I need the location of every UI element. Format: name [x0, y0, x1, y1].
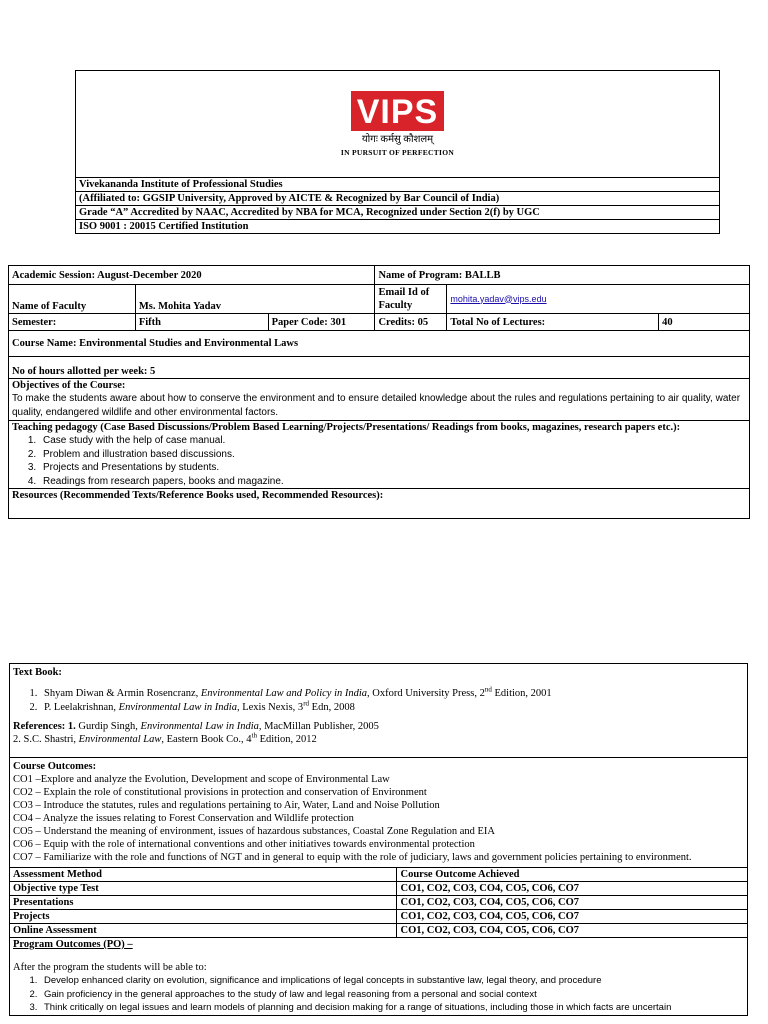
- vips-logo: [79, 89, 716, 159]
- list-item: 2. Gain proficiency in the general approaches to the study of law and legal reasoning from a personal and social context: [40, 988, 744, 1002]
- course-outcome: CO5 – Understand the meaning of environment, issues of hazardous substances, Coastal Zone Regulation and EIA: [13, 826, 496, 837]
- objectives-cell: [9, 379, 750, 421]
- textbook-outcomes-table: [9, 663, 748, 1016]
- faculty-name: Ms. Mohita Yadav: [135, 285, 375, 314]
- course-outcomes-title: Course Outcomes:: [13, 761, 97, 772]
- email-label: Email Id of Faculty: [375, 285, 447, 314]
- reference-2: 2. S.C. Shastri, Environmental Law, Eastern Book Co., 4th Edition, 2012: [13, 731, 317, 745]
- course-outcome: CO1 –Explore and analyze the Evolution, Development and scope of Environmental Law: [13, 774, 390, 785]
- institute-name: Vivekananda Institute of Professional Studies: [76, 178, 720, 192]
- lectures-value: 40: [659, 314, 750, 331]
- credits: Credits: 05: [375, 314, 447, 331]
- list-item: 3. Projects and Presentations by students.: [39, 461, 746, 475]
- pedagogy-list: [12, 434, 746, 488]
- hours-per-week: No of hours allotted per week: 5: [9, 357, 750, 379]
- objectives-text: To make the students aware about how to conserve the environment and to ensure detailed knowledge about the rules and regulations pertaining to air quality, water quality, endangered wildlife and other environmental factors.: [12, 393, 741, 418]
- faculty-label: Name of Faculty: [9, 285, 136, 314]
- course-outcome: CO2 – Explain the role of constitutional provisions in protection and conservation of Environment: [13, 787, 427, 798]
- resources: Resources (Recommended Texts/Reference Books used, Recommended Resources):: [9, 489, 750, 519]
- table-row: Online Assessment CO1, CO2, CO3, CO4, CO5, CO6, CO7: [10, 924, 748, 938]
- table-row: Objective type Test CO1, CO2, CO3, CO4, CO5, CO6, CO7: [10, 882, 748, 896]
- list-item: 2. Problem and illustration based discussions.: [39, 448, 746, 462]
- program-outcomes-list: [13, 974, 744, 1015]
- email-cell: [447, 285, 750, 314]
- institute-grade: Grade “A” Accredited by NAAC, Accredited by NBA for MCA, Recognized under Section 2(f) by UGC: [76, 206, 720, 220]
- course-outcome: CO4 – Analyze the issues relating to Forest Conservation and Wildlife protection: [13, 813, 354, 824]
- faculty-email-link[interactable]: mohita.yadav@vips.edu: [450, 293, 547, 304]
- semester-value: Fifth: [135, 314, 268, 331]
- institute-header: [75, 70, 720, 234]
- assessment-header-co: Course Outcome Achieved: [397, 868, 748, 882]
- pedagogy-title: Teaching pedagogy (Case Based Discussions/Problem Based Learning/Projects/Presentations/ Readings from books, magazines, research papers etc.):: [12, 422, 681, 433]
- list-item: 3. Think critically on legal issues and learn models of planning and decision making for a range of situations, including those in which facts are uncertain: [40, 1001, 744, 1015]
- textbook-list: [13, 687, 744, 714]
- table-row: Presentations CO1, CO2, CO3, CO4, CO5, CO6, CO7: [10, 896, 748, 910]
- table-row: Projects CO1, CO2, CO3, CO4, CO5, CO6, CO7: [10, 910, 748, 924]
- paper-code: Paper Code: 301: [268, 314, 375, 331]
- course-outcome: CO7 – Familiarize with the role and functions of NGT and in general to equip with the role of judiciary, laws and government policies pertaining to environment.: [13, 852, 692, 863]
- logo-tagline: IN PURSUIT OF PERFECTION: [340, 148, 455, 157]
- list-item: 1. Shyam Diwan & Armin Rosencranz, Environmental Law and Policy in India, Oxford University Press, 2nd Edition, 2001: [40, 687, 744, 701]
- logo-tagline-hindi: योगः कर्मसु कौशलम्: [361, 134, 434, 145]
- list-item: 1. Develop enhanced clarity on evolution, significance and implications of legal concepts in substantive law, legal theory, and procedure: [40, 974, 744, 988]
- institute-affiliation: (Affiliated to: GGSIP University, Approved by AICTE & Recognized by Bar Council of India): [76, 192, 720, 206]
- reference-1: References: 1. Gurdip Singh, Environmental Law in India, MacMillan Publisher, 2005: [13, 721, 379, 732]
- program-outcomes-title: Program Outcomes (PO) –: [13, 939, 133, 950]
- course-outcome: CO6 – Equip with the role of international conventions and other initiatives towards environmental protection: [13, 839, 475, 850]
- lectures-label: Total No of Lectures:: [447, 314, 659, 331]
- academic-session: Academic Session: August-December 2020: [9, 266, 375, 285]
- assessment-header-method: Assessment Method: [10, 868, 397, 882]
- list-item: 4. Readings from research papers, books and magazine.: [39, 475, 746, 489]
- textbook-title: Text Book:: [13, 667, 62, 678]
- program-name: Name of Program: BALLB: [375, 266, 750, 285]
- course-outcome: CO3 – Introduce the statutes, rules and regulations pertaining to Air, Water, Land and Noise Pollution: [13, 800, 440, 811]
- program-outcomes-intro: After the program the students will be able to:: [13, 962, 207, 973]
- logo-cell: [76, 71, 720, 178]
- course-name: Course Name: Environmental Studies and Environmental Laws: [9, 331, 750, 357]
- course-outcomes-cell: [10, 758, 748, 868]
- logo-mark: VIPS: [351, 91, 444, 131]
- list-item: 1. Case study with the help of case manual.: [39, 434, 746, 448]
- pedagogy-cell: [9, 421, 750, 489]
- textbook-cell: [10, 664, 748, 758]
- list-item: 2. P. Leelakrishnan, Environmental Law in India, Lexis Nexis, 3rd Edn, 2008: [40, 701, 744, 715]
- program-outcomes-cell: [10, 938, 748, 1016]
- institute-iso: ISO 9001 : 20015 Certified Institution: [76, 220, 720, 234]
- objectives-title: Objectives of the Course:: [12, 380, 126, 391]
- semester-label: Semester:: [9, 314, 136, 331]
- course-details-table: [8, 265, 750, 519]
